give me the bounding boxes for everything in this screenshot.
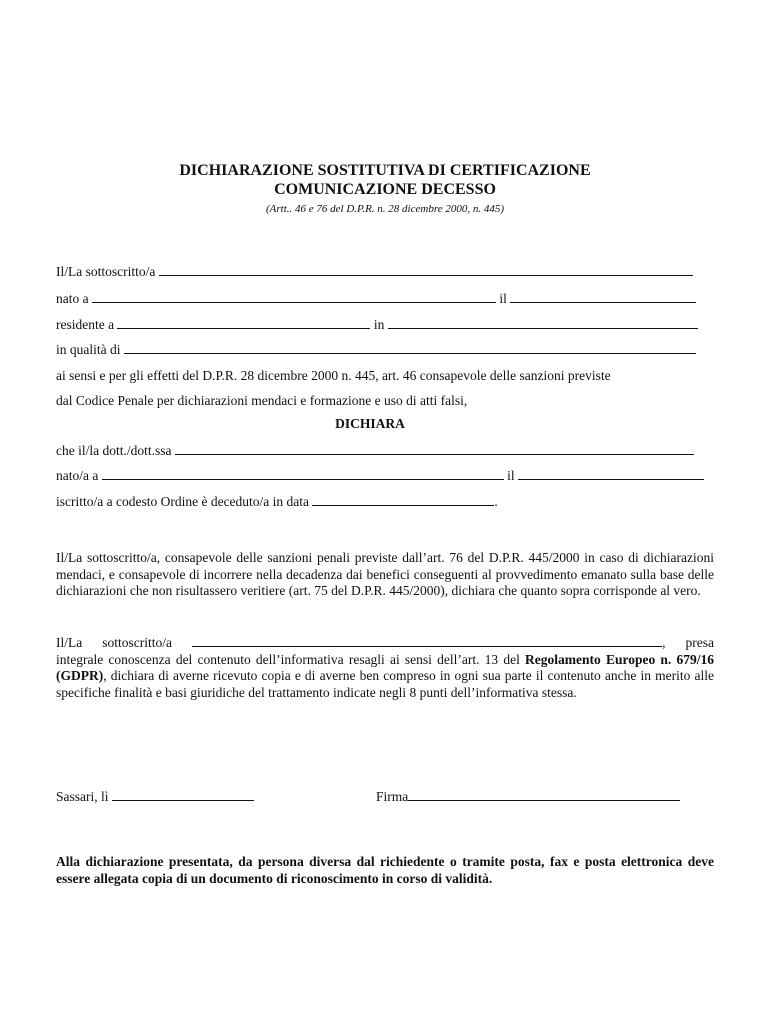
deceased-name-row (56, 442, 694, 459)
signature-field[interactable] (408, 788, 680, 801)
declares-heading: DICHIARA (335, 416, 405, 431)
doctor-label: che il/la dott./dott.ssa (56, 443, 172, 458)
deceased-date-label: il (507, 468, 515, 483)
declarant-birth-row (56, 290, 696, 307)
deceased-birthdate-field[interactable] (518, 467, 704, 480)
registered-end: . (494, 494, 498, 509)
deceased-birthplace-field[interactable] (102, 467, 504, 480)
declarant-birthdate-field[interactable] (510, 290, 696, 303)
deceased-name-field[interactable] (175, 442, 694, 455)
in-label: in (373, 317, 385, 332)
capacity-label: in qualità di (56, 342, 121, 357)
deceased-date-row (56, 493, 498, 510)
signature-row (376, 788, 680, 805)
privacy-text-end: , dichiara di averne ricevuto copia e di averne ben compreso in ogni sua parte il contenuto anche in merito alle specifiche finalità e basi giuridiche del trattamento indicate negli 8 punti dell’informativa stessa. (56, 668, 714, 700)
privacy-text: , presa integrale conoscenza del contenuto dell’informativa resagli ai sensi dell’art. 13 del (56, 635, 715, 667)
privacy-name-field[interactable] (192, 634, 662, 647)
place-label: Sassari, lì (56, 789, 109, 804)
document-title: DICHIARAZIONE SOSTITUTIVA DI CERTIFICAZIONE (179, 162, 591, 179)
legal-reference: (Artt.. 46 e 76 del D.P.R. n. 28 dicembre 2000, n. 445) (266, 203, 504, 215)
date-label: il (499, 291, 507, 306)
privacy-paragraph (56, 634, 714, 701)
legal-text-line2: dal Codice Penale per dichiarazioni mendaci e formazione e uso di atti falsi, (56, 393, 468, 408)
registered-label: iscritto/a a codesto Ordine è deceduto/a in data (56, 494, 310, 509)
born-label: nato a (56, 291, 89, 306)
deceased-birth-row (56, 467, 704, 484)
declarant-capacity-field[interactable] (124, 341, 696, 354)
undersigned-label: Il/La sottoscritto/a (56, 264, 156, 279)
place-row (56, 788, 254, 805)
responsibility-paragraph: Il/La sottoscritto/a, consapevole delle sanzioni penali previste dall’art. 76 del D.P.R. 445/2000 in caso di dichiarazioni mendaci, e consapevole di incorrere nella decadenza dai benefici conseguenti al provvedimento emanato sulla base delle dichiarazioni che non risultassero veritiere (art. 75 del D.P.R. 445/2000), dichiara che quanto sopra corrisponde al vero. (56, 550, 714, 598)
declarant-city-field[interactable] (117, 316, 370, 329)
signature-label: Firma (376, 789, 409, 804)
declarant-address-field[interactable] (388, 316, 698, 329)
resident-label: residente a (56, 317, 115, 332)
legal-text-line1: ai sensi e per gli effetti del D.P.R. 28 dicembre 2000 n. 445, art. 46 consapevole delle sanzioni previste (56, 368, 611, 383)
declarant-name-row (56, 263, 693, 280)
declarant-birthplace-field[interactable] (92, 290, 496, 303)
deceased-born-label: nato/a a (56, 468, 99, 483)
place-date-field[interactable] (112, 788, 254, 801)
gdpr-reference: Regolamento Europeo n. 679/16 (GDPR) (56, 651, 714, 683)
declarant-name-field[interactable] (159, 263, 693, 276)
privacy-undersigned-label: Il/La sottoscritto/a (56, 635, 173, 650)
id-document-note: Alla dichiarazione presentata, da persona diversa dal richiedente o tramite posta, fax e posta elettronica deve essere allegata copia di un documento di riconoscimento in corso di validità. (56, 854, 714, 886)
declarant-residence-row (56, 316, 698, 333)
death-date-field[interactable] (312, 493, 494, 506)
document-subject: COMUNICAZIONE DECESSO (274, 181, 496, 198)
declarant-capacity-row (56, 341, 696, 358)
